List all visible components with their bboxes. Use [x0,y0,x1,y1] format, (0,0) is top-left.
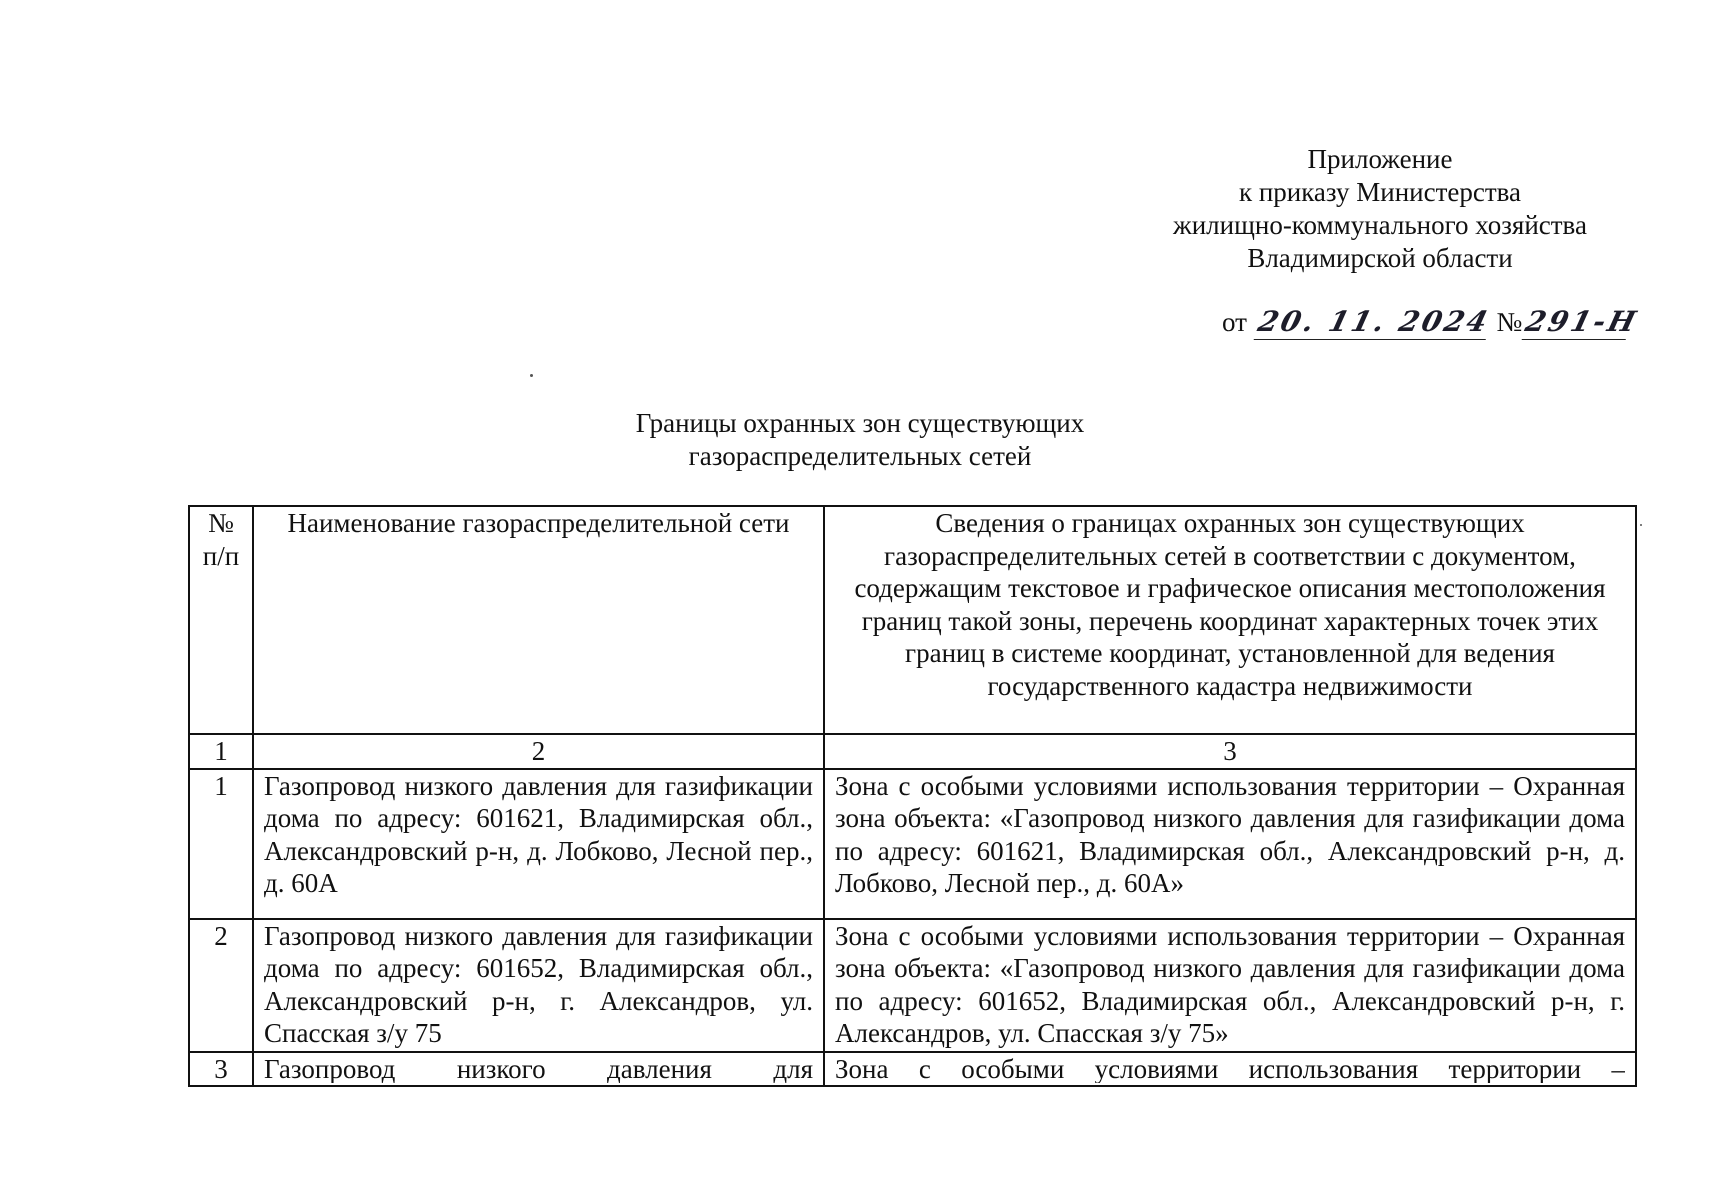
zone-info-cell: Зона с особыми условиями использования территории – Охранная зона объекта: «Газопровод низкого давления для газификации дома по адресу: 601621, Владимирская обл., Александровский р-н, д. Лобково, Лесной пер., д. 60А» [824,769,1636,919]
document-title-line: Границы охранных зон существующих [635,408,1085,438]
network-name-cell [253,1052,824,1087]
appendix-header [1150,143,1610,275]
order-date-handwritten: 20. 11. 2024 [1254,305,1494,338]
row-number: 3 [189,1052,253,1087]
appendix-title: Приложение [1307,144,1453,174]
appendix-line: к приказу Министерства [1238,177,1522,207]
appendix-line: жилищно-коммунального хозяйства [1173,210,1587,240]
appendix-line: Владимирской области [1247,243,1513,273]
table-row [189,1052,1636,1087]
header-num: № п/п [189,506,253,734]
column-numbers-row [189,734,1636,769]
network-name-text: Газопровод низкого давления для [264,1053,813,1083]
header-zone-info: Сведения о границах охранных зон существующих газораспределительных сетей в соответствии с документом, содержащим текстовое и графическое описания местоположения границ такой зоны, перечень координат характерных точек этих границ в системе координат, установленной для ведения государственного кадастра недвижимости [824,506,1636,734]
scan-speck [530,374,533,377]
header-network-name: Наименование газораспределительной сети [253,506,824,734]
table-header-row [189,506,1636,734]
row-number: 1 [189,769,253,919]
row-number: 2 [189,919,253,1052]
column-number: 3 [824,734,1636,769]
document-title [460,407,1260,473]
network-name-cell: Газопровод низкого давления для газификации дома по адресу: 601652, Владимирская обл., Александровский р-н, г. Александров, ул. Спасская з/у 75 [253,919,824,1052]
document-title-line: газораспределительных сетей [688,441,1032,471]
order-number-handwritten: 291-Н [1522,305,1643,338]
scan-speck [1640,524,1642,526]
order-from-label: от [1222,307,1247,337]
zone-info-text: Зона с особыми условиями использования территории – [835,1053,1625,1083]
network-name-cell: Газопровод низкого давления для газификации дома по адресу: 601621, Владимирская обл., Александровский р-н, д. Лобково, Лесной пер., д. 60А [253,769,824,919]
order-number-label: № [1496,307,1523,337]
table-row [189,919,1636,1052]
zone-info-cell [824,1052,1636,1087]
zone-info-cell: Зона с особыми условиями использования территории – Охранная зона объекта: «Газопровод низкого давления для газификации дома по адресу: 601652, Владимирская обл., Александровский р-н, г. Александров, ул. Спасская з/у 75» [824,919,1636,1052]
column-number: 2 [253,734,824,769]
table-row [189,769,1636,919]
protection-zones-table [188,505,1637,1087]
order-reference [1222,305,1643,340]
column-number: 1 [189,734,253,769]
